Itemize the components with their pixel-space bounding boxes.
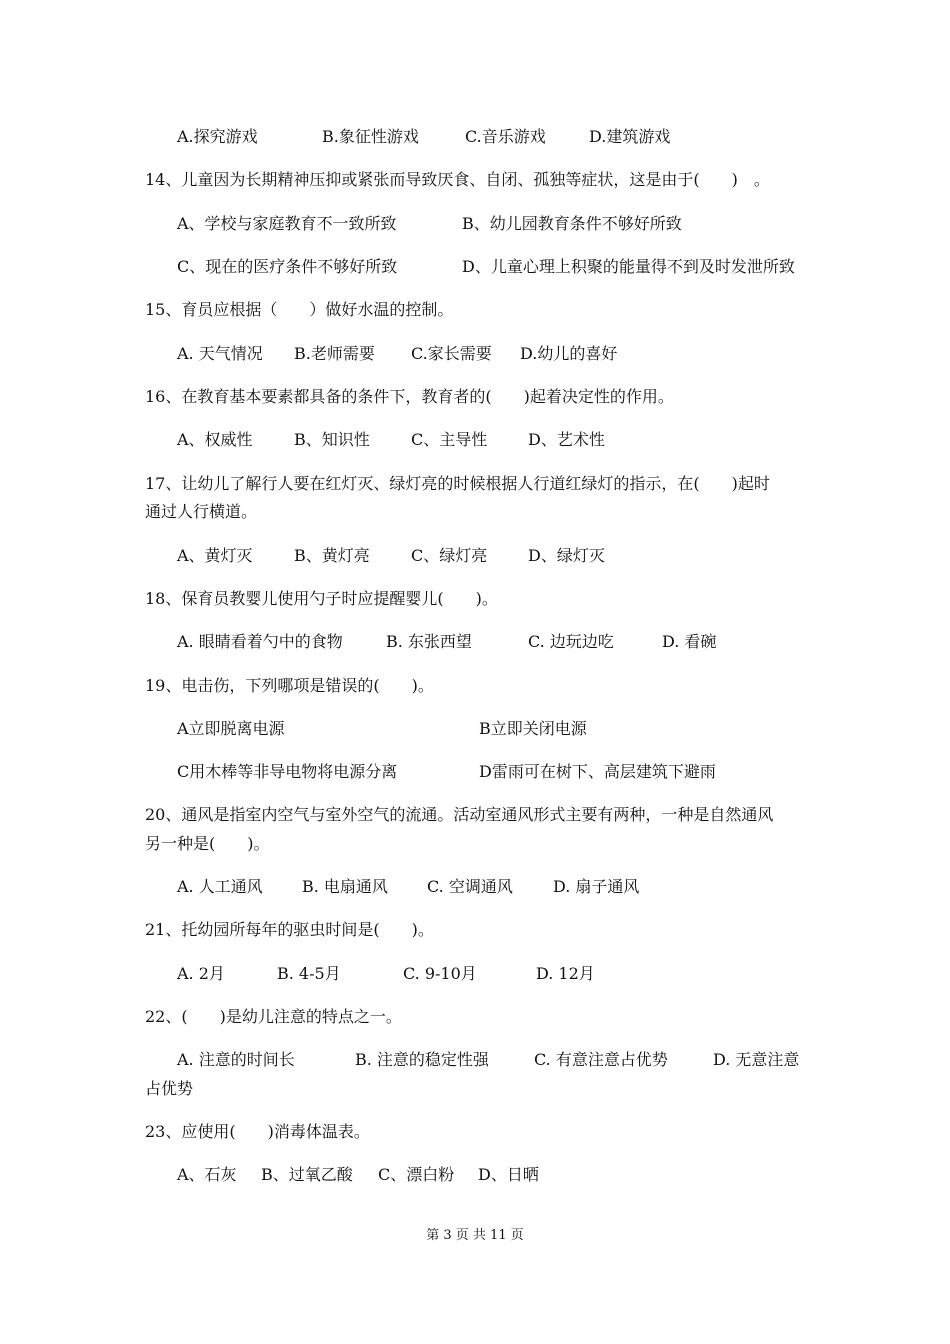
q19-option-c: C用木棒等非导电物将电源分离 [177,762,398,781]
q14-option-d: D、儿童心理上积聚的能量得不到及时发泄所致 [462,257,795,276]
q17-option-b: B、黄灯亮 [294,546,370,565]
q22-options-wrap: 占优势 [145,1079,194,1098]
q19-option-d: D雷雨可在树下、高层建筑下避雨 [479,762,716,781]
q16-option-b: B、知识性 [294,430,370,449]
q17-stem-line2: 通过人行横道。 [145,502,258,521]
q18-option-d: D. 看碗 [662,632,717,651]
q17-stem-line1: 17、让幼儿了解行人要在红灯灭、绿灯亮的时候根据人行道红绿灯的指示，在( )起时 [145,474,770,493]
q17-option-c: C、绿灯亮 [411,546,488,565]
q22-stem: 22、( )是幼儿注意的特点之一。 [145,1007,402,1026]
q21-option-c: C. 9-10月 [403,964,477,983]
q14-option-a: A、学校与家庭教育不一致所致 [177,214,397,233]
q15-stem: 15、育员应根据（ ）做好水温的控制。 [145,300,454,319]
q14-option-b: B、幼儿园教育条件不够好所致 [462,214,682,233]
q19-option-a: A立即脱离电源 [177,719,285,738]
q13-option-b: B.象征性游戏 [322,127,419,146]
q16-option-c: C、主导性 [411,430,488,449]
q21-option-d: D. 12月 [536,964,595,983]
q15-option-b: B.老师需要 [294,344,375,363]
q21-option-b: B. 4-5月 [277,964,341,983]
q18-stem: 18、保育员教婴儿使用勺子时应提醒婴儿( )。 [145,589,498,608]
q14-option-c: C、现在的医疗条件不够好所致 [177,257,398,276]
q23-option-a: A、石灰 [177,1165,237,1184]
q23-option-c: C、漂白粉 [378,1165,455,1184]
q21-option-a: A. 2月 [177,964,225,983]
q23-stem: 23、应使用( )消毒体温表。 [145,1122,370,1141]
q22-option-b: B. 注意的稳定性强 [355,1050,489,1069]
q18-option-b: B. 东张西望 [386,632,472,651]
q16-stem: 16、在教育基本要素都具备的条件下，教育者的( )起着决定性的作用。 [145,387,674,406]
q15-option-a: A. 天气情况 [177,344,263,363]
q23-option-b: B、过氧乙酸 [261,1165,353,1184]
q20-stem-line1: 20、通风是指室内空气与室外空气的流通。活动室通风形式主要有两种，一种是自然通风 [145,805,774,824]
q22-option-a: A. 注意的时间长 [177,1050,295,1069]
q20-option-d: D. 扇子通风 [553,877,640,896]
q17-option-d: D、绿灯灭 [528,546,605,565]
q20-stem-line2: 另一种是( )。 [145,834,270,853]
q15-option-d: D.幼儿的喜好 [520,344,618,363]
q13-option-c: C.音乐游戏 [465,127,546,146]
q16-option-a: A、权威性 [177,430,253,449]
page-number: 第 3 页 共 11 页 [426,1228,524,1243]
q19-stem: 19、电击伤，下列哪项是错误的( )。 [145,676,434,695]
q21-stem: 21、托幼园所每年的驱虫时间是( )。 [145,920,434,939]
q18-option-c: C. 边玩边吃 [528,632,614,651]
q13-option-d: D.建筑游戏 [589,127,671,146]
q14-stem: 14、儿童因为长期精神压抑或紧张而导致厌食、自闭、孤独等症状，这是由于( ) 。 [145,170,770,189]
q19-option-b: B立即关闭电源 [479,719,587,738]
q20-option-a: A. 人工通风 [177,877,263,896]
q16-option-d: D、艺术性 [528,430,605,449]
q20-option-b: B. 电扇通风 [302,877,388,896]
q17-option-a: A、黄灯灭 [177,546,253,565]
q22-option-d: D. 无意注意 [713,1050,800,1069]
q18-option-a: A. 眼睛看着勺中的食物 [177,632,343,651]
q23-option-d: D、日晒 [478,1165,539,1184]
q22-option-c: C. 有意注意占优势 [534,1050,668,1069]
q20-option-c: C. 空调通风 [427,877,513,896]
q15-option-c: C.家长需要 [411,344,492,363]
q13-option-a: A.探究游戏 [177,127,258,146]
